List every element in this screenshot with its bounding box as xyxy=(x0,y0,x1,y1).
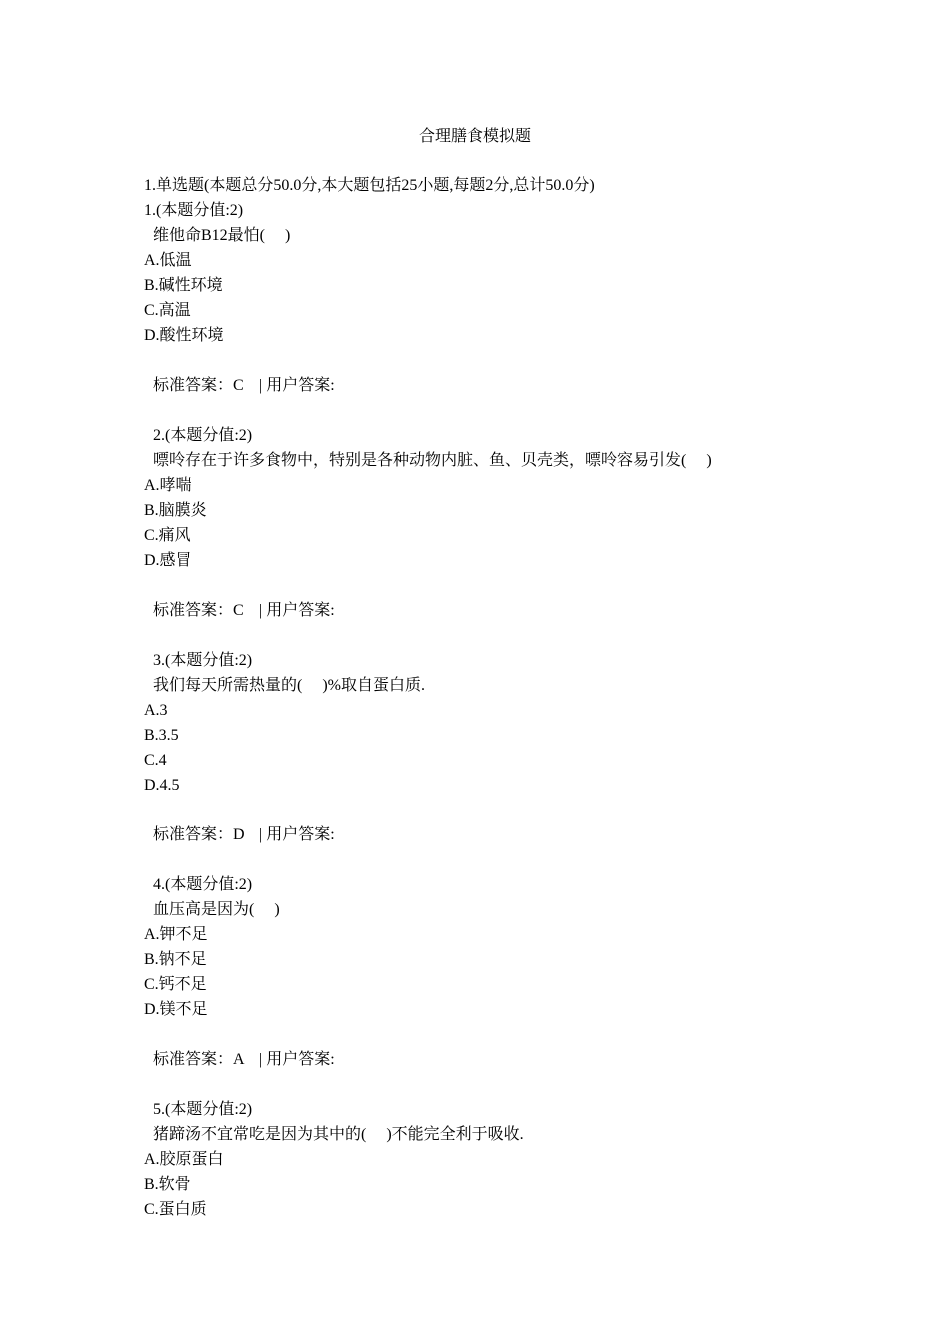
option-a: A.3 xyxy=(144,701,168,719)
option-b: B.脑膜炎 xyxy=(144,501,207,519)
standard-answer: C xyxy=(233,601,244,619)
option-b: B.碱性环境 xyxy=(144,277,223,294)
question-header: 5.(本题分值:2) xyxy=(153,1101,253,1119)
standard-answer: A xyxy=(233,1051,245,1069)
option-a: A.哮喘 xyxy=(144,476,192,494)
user-answer-label: 用户答案: xyxy=(266,826,335,844)
option-b: B.3.5 xyxy=(144,726,179,744)
answer-separator: | xyxy=(259,601,263,619)
question-stem: 猪蹄汤不宜常吃是因为其中的( )不能完全利于吸收. xyxy=(153,1126,524,1144)
option-d: D.4.5 xyxy=(144,776,180,794)
question-stem: 维他命B12最怕( ) xyxy=(153,227,291,244)
user-answer-label: 用户答案: xyxy=(266,376,335,394)
option-d: D.感冒 xyxy=(144,551,192,569)
question-1 xyxy=(144,198,864,423)
option-c: C.蛋白质 xyxy=(144,1201,207,1219)
question-stem: 我们每天所需热量的( )%取自蛋白质. xyxy=(153,676,425,694)
question-3 xyxy=(144,648,864,873)
user-answer-label: 用户答案: xyxy=(266,1051,335,1069)
answer-line xyxy=(144,1047,864,1072)
answer-separator: | xyxy=(259,1051,263,1069)
answer-label: 标准答案： xyxy=(153,1051,234,1069)
answer-label: 标准答案： xyxy=(153,376,234,394)
answer-separator: | xyxy=(259,826,263,844)
option-c: C.痛风 xyxy=(144,526,191,544)
document-body xyxy=(144,173,864,1222)
standard-answer: C xyxy=(233,376,244,394)
option-b: B.软骨 xyxy=(144,1176,191,1194)
question-header: 1.(本题分值:2) xyxy=(144,202,244,219)
option-a: A.低温 xyxy=(144,252,192,269)
option-a: A.胶原蛋白 xyxy=(144,1151,224,1169)
answer-separator: | xyxy=(259,376,263,394)
question-4 xyxy=(144,872,864,1097)
option-d: D.酸性环境 xyxy=(144,327,224,344)
page-title: 合理膳食模拟题 xyxy=(418,128,531,145)
question-header: 2.(本题分值:2) xyxy=(153,426,253,444)
answer-line xyxy=(144,373,864,398)
section-header: 1.单选题(本题总分50.0分,本大题包括25小题,每题2分,总计50.0分) xyxy=(144,177,595,194)
answer-line xyxy=(144,822,864,847)
question-stem: 血压高是因为( ) xyxy=(153,901,280,919)
standard-answer: D xyxy=(233,826,245,844)
option-c: C.4 xyxy=(144,751,167,769)
question-header: 3.(本题分值:2) xyxy=(153,651,253,669)
option-d: D.镁不足 xyxy=(144,1001,208,1019)
option-b: B.钠不足 xyxy=(144,951,207,969)
answer-label: 标准答案： xyxy=(153,601,234,619)
question-stem: 嘌呤存在于许多食物中，特别是各种动物内脏、鱼、贝壳类，嘌呤容易引发( ) xyxy=(153,451,712,469)
answer-line xyxy=(144,598,864,623)
option-c: C.钙不足 xyxy=(144,976,207,994)
question-5 xyxy=(144,1097,864,1222)
question-header: 4.(本题分值:2) xyxy=(153,876,253,894)
user-answer-label: 用户答案: xyxy=(266,601,335,619)
option-c: C.高温 xyxy=(144,302,191,319)
question-2 xyxy=(144,423,864,648)
answer-label: 标准答案： xyxy=(153,826,234,844)
option-a: A.钾不足 xyxy=(144,926,208,944)
